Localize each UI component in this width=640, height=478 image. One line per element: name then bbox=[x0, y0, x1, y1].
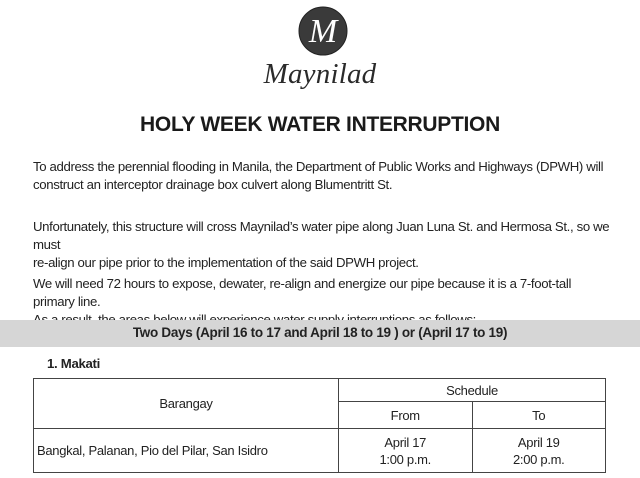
cell-barangay: Bangkal, Palanan, Pio del Pilar, San Isidro bbox=[34, 429, 339, 473]
header-schedule: Schedule bbox=[339, 379, 606, 402]
table-header-row bbox=[34, 379, 606, 402]
paragraph-line: To address the perennial flooding in Manila, the Department of Public Works and Highways (DPWH) will bbox=[33, 159, 604, 174]
maynilad-logo bbox=[0, 6, 640, 96]
paragraph-pipe-crossing bbox=[33, 218, 613, 272]
paragraph-line: re-align our pipe prior to the implementation of the said DPWH project. bbox=[33, 255, 419, 270]
badge-letter: M bbox=[308, 13, 338, 50]
logo-wordmark: Maynilad bbox=[263, 58, 377, 90]
paragraph-line: We will need 72 hours to expose, dewater, re-align and energize our pipe because it is a 7-foot-tall primary line. bbox=[33, 276, 572, 309]
maynilad-badge-icon bbox=[298, 6, 348, 56]
page-title: HOLY WEEK WATER INTERRUPTION bbox=[140, 113, 500, 136]
from-time: 1:00 p.m. bbox=[379, 451, 431, 467]
to-date: April 19 bbox=[517, 434, 560, 450]
paragraph-intro bbox=[33, 158, 613, 194]
header-to: To bbox=[472, 402, 606, 429]
section-label-makati: 1. Makati bbox=[47, 356, 101, 371]
schedule-band-text: Two Days (April 16 to 17 and April 18 to 19 ) or (April 17 to 19) bbox=[132, 325, 508, 340]
paragraph-line: Unfortunately, this structure will cross Maynilad’s water pipe along Juan Luna St. and Hermosa St., so we must bbox=[33, 219, 610, 252]
to-time: 2:00 p.m. bbox=[513, 451, 565, 467]
schedule-table bbox=[33, 378, 606, 473]
from-date: April 17 bbox=[384, 434, 427, 450]
paragraph-line: construct an interceptor drainage box culvert along Blumentritt St. bbox=[33, 177, 393, 192]
header-barangay: Barangay bbox=[34, 379, 339, 429]
table-row bbox=[34, 429, 606, 473]
cell-from bbox=[339, 429, 473, 473]
cell-to bbox=[472, 429, 606, 473]
header-from: From bbox=[339, 402, 473, 429]
